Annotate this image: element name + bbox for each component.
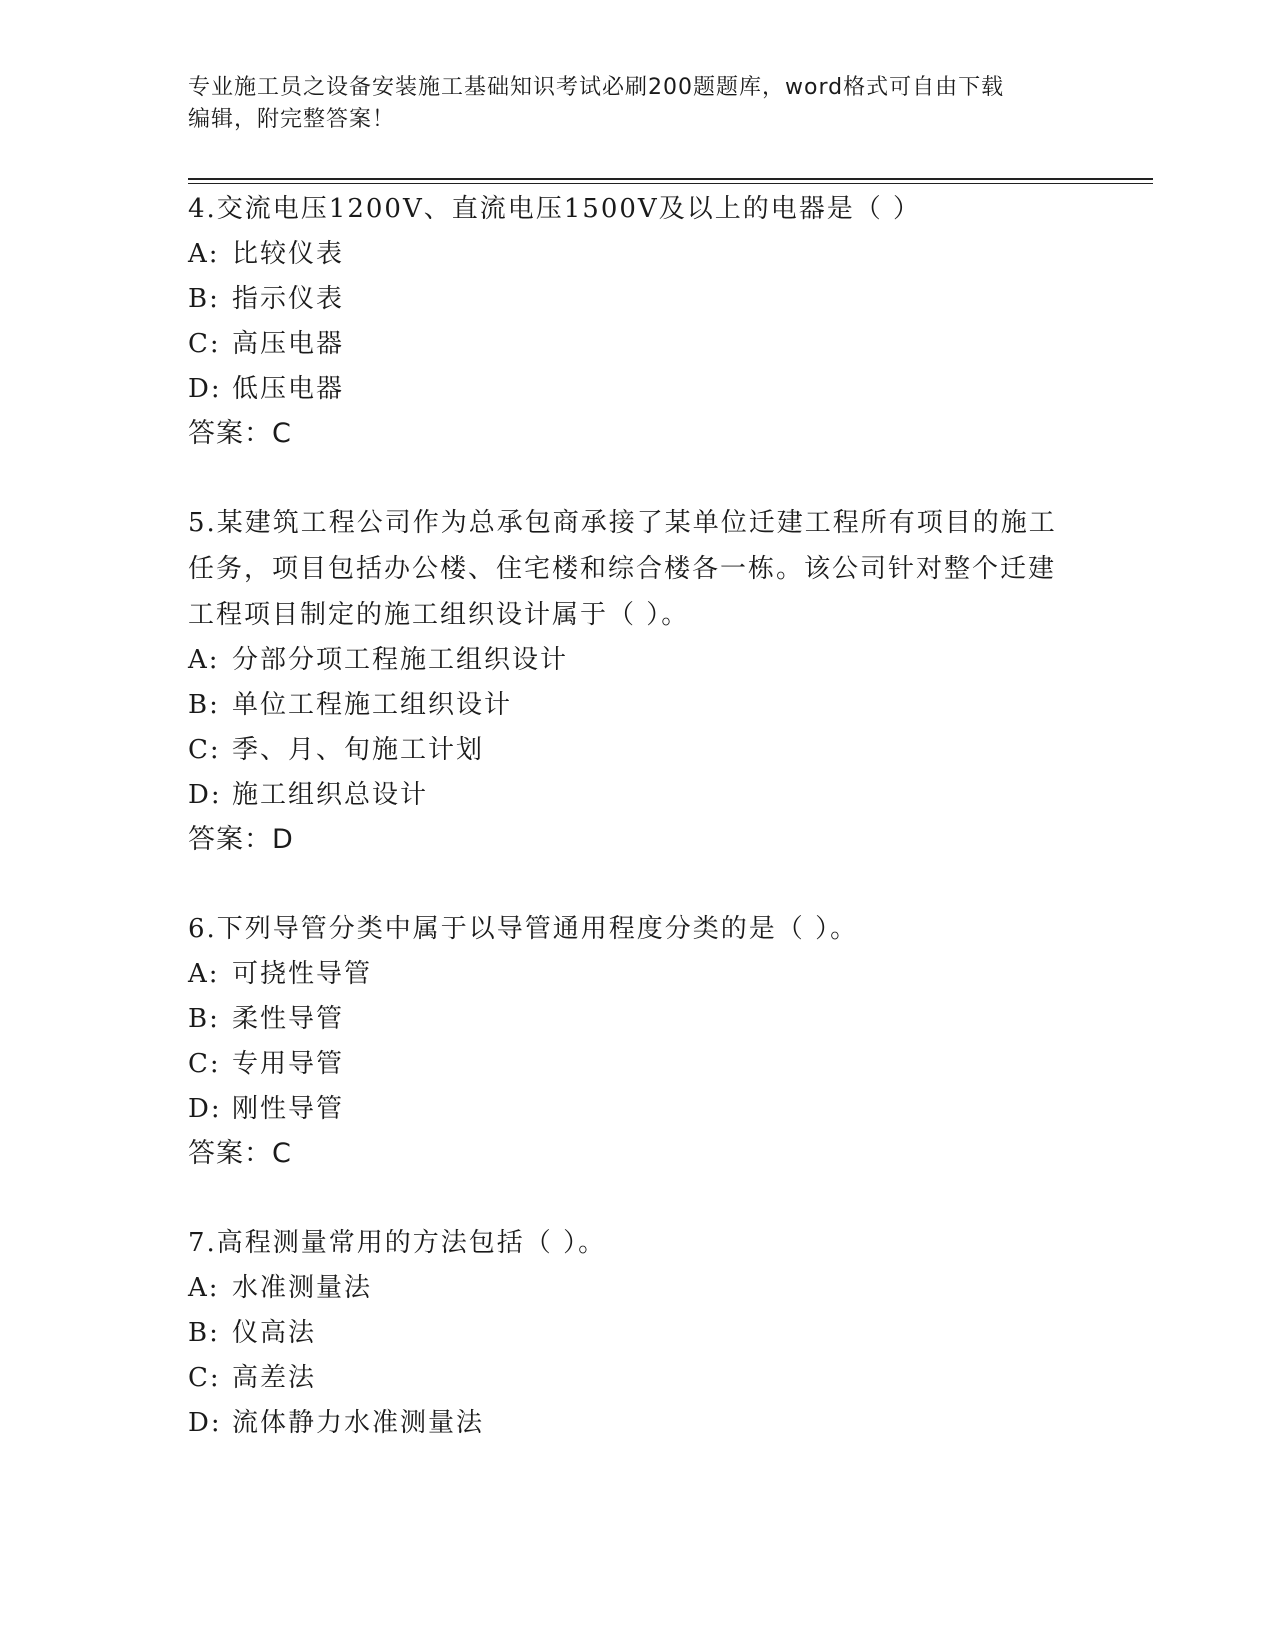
option-letter: B: xyxy=(188,284,220,314)
question-5-option-a xyxy=(188,637,568,683)
option-letter: C: xyxy=(188,735,221,765)
option-letter: D: xyxy=(188,374,222,404)
option-text: 施工组织总设计 xyxy=(232,780,429,810)
question-6-answer: 答案：C xyxy=(188,1138,292,1169)
question-5-text: 5.某建筑工程公司作为总承包商承接了某单位迁建工程所有项目的施工任务，项目包括办公楼、住宅楼和综合楼各一栋。该公司针对整个迁建工程项目制定的施工组织设计属于（ ）。 xyxy=(188,508,1057,630)
option-letter: A: xyxy=(188,1273,220,1303)
question-6-option-c xyxy=(188,1041,344,1087)
question-4-option-a xyxy=(188,231,344,277)
question-7-text: 7.高程测量常用的方法包括（ ）。 xyxy=(188,1228,607,1258)
question-6-option-a xyxy=(188,951,372,997)
option-text: 高差法 xyxy=(232,1363,317,1393)
option-letter: D: xyxy=(188,780,222,810)
option-text: 水准测量法 xyxy=(232,1273,373,1303)
question-5-option-d xyxy=(188,772,428,818)
header-line-1: 专业施工员之设备安装施工基础知识考试必刷200题题库，word格式可自由下载 xyxy=(188,75,1005,100)
question-4-option-d xyxy=(188,366,344,412)
option-text: 季、月、旬施工计划 xyxy=(232,735,485,765)
question-6-option-b xyxy=(188,996,344,1042)
option-letter: B: xyxy=(188,1004,220,1034)
question-4-option-b xyxy=(188,276,344,322)
option-text: 柔性导管 xyxy=(232,1004,345,1034)
question-7-option-c xyxy=(188,1355,316,1401)
option-text: 刚性导管 xyxy=(232,1094,345,1124)
option-letter: D: xyxy=(188,1408,222,1438)
option-text: 指示仪表 xyxy=(232,284,345,314)
option-text: 可挠性导管 xyxy=(232,959,373,989)
question-7-option-a xyxy=(188,1265,372,1311)
option-letter: A: xyxy=(188,959,220,989)
option-letter: C: xyxy=(188,1049,221,1079)
option-text: 高压电器 xyxy=(232,329,345,359)
option-text: 专用导管 xyxy=(232,1049,345,1079)
header-line-2: 编辑，附完整答案！ xyxy=(188,107,396,132)
question-5-option-b xyxy=(188,682,512,728)
option-text: 比较仪表 xyxy=(232,239,345,269)
question-4-option-c xyxy=(188,321,344,367)
option-letter: B: xyxy=(188,1318,220,1348)
question-7-option-d xyxy=(188,1400,484,1446)
option-letter: D: xyxy=(188,1094,222,1124)
question-7-option-b xyxy=(188,1310,316,1356)
question-4-answer: 答案：C xyxy=(188,418,292,449)
option-text: 流体静力水准测量法 xyxy=(232,1408,485,1438)
option-letter: C: xyxy=(188,1363,221,1393)
header-divider-thin xyxy=(188,183,1153,184)
option-letter: C: xyxy=(188,329,221,359)
question-6-text: 6.下列导管分类中属于以导管通用程度分类的是（ ）。 xyxy=(188,914,859,944)
option-text: 分部分项工程施工组织设计 xyxy=(232,645,569,675)
header-divider-thick xyxy=(188,178,1153,180)
option-text: 单位工程施工组织设计 xyxy=(232,690,513,720)
question-5-option-c xyxy=(188,727,484,773)
option-text: 低压电器 xyxy=(232,374,345,404)
option-letter: A: xyxy=(188,645,220,675)
option-text: 仪高法 xyxy=(232,1318,317,1348)
question-5-answer: 答案：D xyxy=(188,824,294,855)
option-letter: B: xyxy=(188,690,220,720)
document-header xyxy=(188,72,1068,136)
question-4-text: 4.交流电压1200V、直流电压1500V及以上的电器是（ ） xyxy=(188,194,921,224)
option-letter: A: xyxy=(188,239,220,269)
question-6-option-d xyxy=(188,1086,344,1132)
